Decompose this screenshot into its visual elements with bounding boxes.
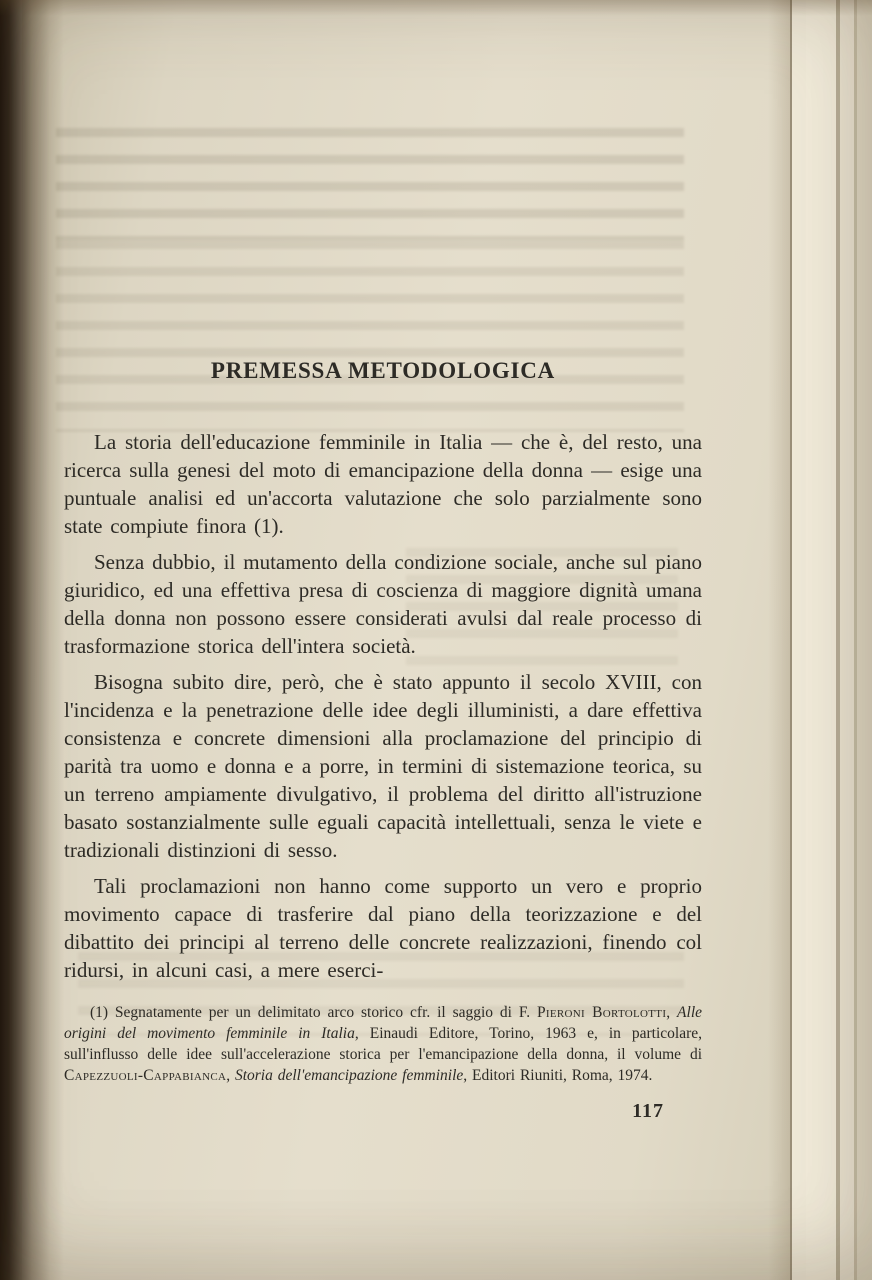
paragraph-4: Tali proclamazioni non hanno come supporto un vero e proprio movimento capace di trasferire dal piano della teorizzazione e del dibattito dei principi al terreno delle concrete realizzazioni, finendo col ridursi, in alcuni casi, a mere eserci- xyxy=(64,874,702,982)
paragraph-2: Senza dubbio, il mutamento della condizione sociale, anche sul piano giuridico, ed una effettiva presa di coscienza di maggiore dignità umana della donna non possono essere considerati avulsi dal reale processo di trasformazione storica dell'intera società. xyxy=(64,550,702,658)
page-number: 117 xyxy=(632,1100,664,1122)
footnote-text-middle: , Einaudi Editore, Torino, 1963 e, in particolare, sull'influsso delle idee sull'accelerazione storica per l'emancipazione della donna, il volume di xyxy=(64,1025,703,1063)
footnote-book-title-1: Alle origini del movimento femminile in Italia xyxy=(64,1004,703,1042)
footnote-author-pieroni-bortolotti: Pieroni Bortolotti xyxy=(536,1004,667,1021)
footnote-separator-2: , xyxy=(226,1067,235,1084)
footnote-book-title-2: Storia dell'emancipazione femminile xyxy=(234,1067,464,1084)
stacked-page-edges xyxy=(790,0,872,1280)
footnote-text-intro: (1) Segnatamente per un delimitato arco storico cfr. il saggio di F. xyxy=(90,1004,537,1021)
chapter-title: PREMESSA METODOLOGICA xyxy=(210,358,556,383)
paragraph-1: La storia dell'educazione femminile in Italia — che è, del resto, una ricerca sulla genesi del moto di emancipazione della donna — esige una puntuale analisi ed un'accorta valutazione che solo parzialmente sono state compiute finora (1). xyxy=(64,430,702,538)
footnote-text-end: , Editori Riuniti, Roma, 1974. xyxy=(463,1067,653,1084)
page-content xyxy=(22,0,790,1123)
footnote-author-capezzuoli-cappabianca: Capezzuoli-Cappabianca xyxy=(64,1067,227,1084)
footnote xyxy=(64,1002,702,1086)
footnote-separator-1: , xyxy=(666,1004,678,1021)
book-page xyxy=(22,0,790,1280)
paragraph-3: Bisogna subito dire, però, che è stato appunto il secolo XVIII, con l'incidenza e la penetrazione delle idee degli illuministi, a dare effettiva consistenza e concrete dimensioni alla proclamazione del principio di parità tra uomo e donna e a porre, in termini di sistemazione teorica, su un terreno ampiamente divulgativo, il problema del diritto all'istruzione basato sostanzialmente sulle eguali capacità intellettuali, senza le viete e tradizionali distinzioni di sesso. xyxy=(64,670,702,862)
